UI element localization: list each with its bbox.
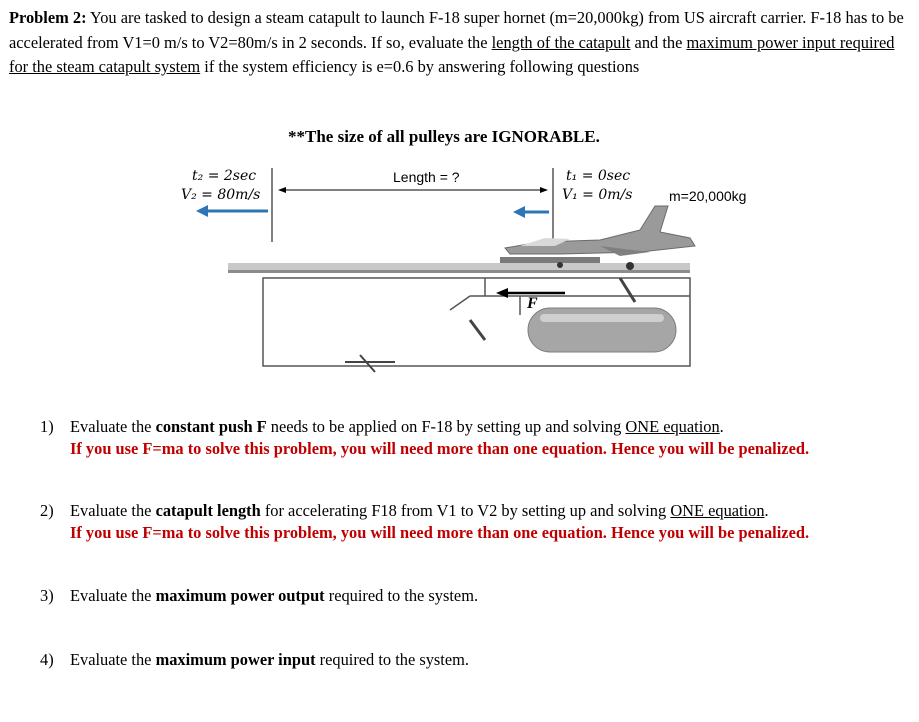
steam-tank-icon — [528, 308, 676, 352]
problem-label: Problem 2: — [9, 8, 87, 27]
penalty-warning: If you use F=ma to solve this problem, you will need more than one equation. Hence you will be penalized. — [70, 523, 810, 542]
problem-text-3: if the system efficiency is e=0.6 by answering following questions — [200, 57, 640, 77]
question-number: 1) — [40, 417, 54, 436]
question-3: 3) Evaluate the maximum power output required to the system. — [40, 586, 479, 605]
question-number: 2) — [40, 501, 54, 520]
velocity-arrow-left — [196, 205, 268, 217]
catapult-diagram — [0, 160, 919, 400]
shuttle — [500, 257, 600, 263]
question-2: 2) Evaluate the catapult length for accelerating F18 from V1 to V2 by setting up and solving ONE equation. If you use F=ma to solve this problem, you will need more than one equation. Hence you will be penalized. — [40, 501, 810, 542]
t1-label: t₁ = 0sec — [566, 168, 631, 184]
velocity-arrow-right — [513, 206, 549, 218]
question-number: 3) — [40, 586, 54, 605]
power-input-emphasis: maximum power input required for the steam catapult system — [9, 32, 895, 77]
catapult-deck — [228, 263, 690, 270]
length-dimension-arrow — [278, 187, 548, 193]
problem-text-2: and the — [630, 32, 687, 52]
penalty-warning: If you use F=ma to solve this problem, you will need more than one equation. Hence you will be penalized. — [70, 439, 810, 458]
catapult-length-emphasis: length of the catapult — [491, 32, 631, 52]
pulley-note: **The size of all pulleys are IGNORABLE. — [288, 127, 600, 146]
force-label: F — [527, 295, 538, 312]
v1-label: V₁ = 0m/s — [562, 187, 633, 203]
problem-statement — [9, 6, 909, 80]
mass-label: m=20,000kg — [669, 188, 747, 204]
catapult-figure — [0, 160, 919, 400]
length-label: Length = ? — [393, 169, 460, 185]
t2-label: t₂ = 2sec — [192, 168, 257, 184]
question-1: 1) Evaluate the constant push F needs to be applied on F-18 by setting up and solving ONE equation. If you use F=ma to solve this problem, you will need more than one equation. Hence you will be penalized. — [40, 417, 810, 458]
question-4: 4) Evaluate the maximum power input required to the system. — [40, 650, 469, 669]
question-number: 4) — [40, 650, 54, 669]
problem-text-1: You are tasked to design a steam catapult to launch F-18 super hornet (m=20,000kg) from US aircraft carrier. F-18 has to be accelerated from V1=0 m/s to V2=80m/s in 2 seconds. If so, evaluate the — [9, 8, 904, 52]
v2-label: V₂ = 80m/s — [181, 187, 261, 203]
